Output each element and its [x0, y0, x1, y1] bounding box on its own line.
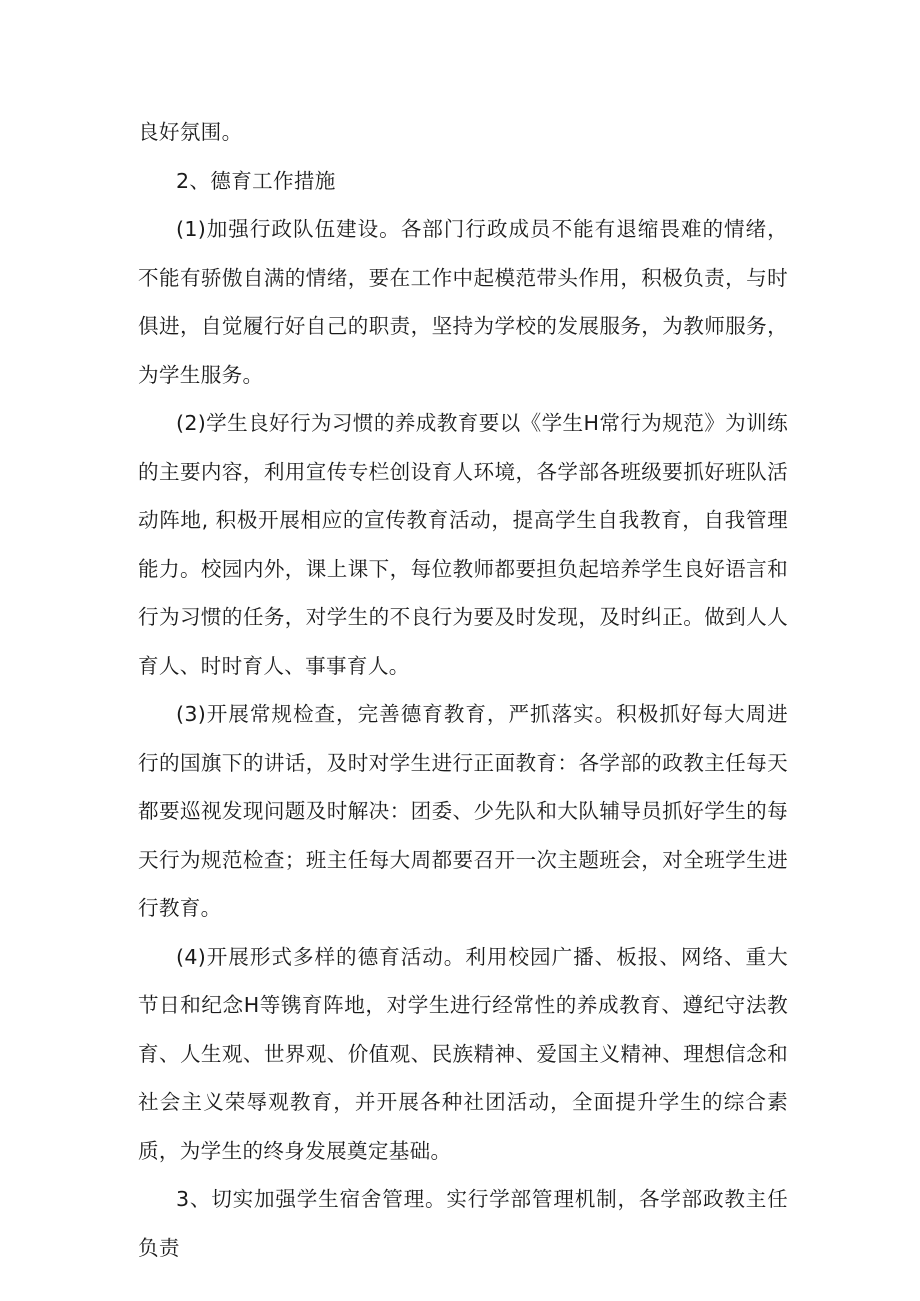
section-heading-dormitory: 3、切实加强学生宿舍管理。实行学部管理机制，各学部政教主任负责 — [138, 1187, 788, 1260]
document-body — [138, 108, 788, 1272]
paragraph-item-2: (2)学生良好行为习惯的养成教育要以《学生H常行为规范》为训练的主要内容，利用宣传专栏创设育人环境，各学部各班级要抓好班队活动阵地, 积极开展相应的宣传教育活动，提高学生自我教育，自我管理能力。校园内外，课上课下，每位教师都要担负起培养学生良好语言和行为习惯的任务，对学生的不良行为要及时发现，及时纠正。做到人人育人、时时育人、事事育人。 — [138, 411, 788, 678]
paragraph-item-1: (1)加强行政队伍建设。各部门行政成员不能有退缩畏难的情绪，不能有骄傲自满的情绪，要在工作中起模范带头作用，积极负责，与时俱进，自觉履行好自己的职责，坚持为学校的发展服务，为教师服务，为学生服务。 — [138, 217, 788, 387]
section-heading-moral-measures: 2、德育工作措施 — [176, 168, 336, 193]
paragraph-continuation: 良好氛围。 — [138, 120, 243, 144]
paragraph-item-3: (3)开展常规检查，完善德育教育，严抓落实。积极抓好每大周进行的国旗下的讲话，及时对学生进行正面教育：各学部的政教主任每天都要巡视发现问题及时解决：团委、少先队和大队辅导员抓好学生的每天行为规范检查；班主任每大周都要召开一次主题班会，对全班学生进行教育。 — [138, 702, 788, 920]
paragraph-item-4: (4)开展形式多样的德育活动。利用校园广播、板报、网络、重大节日和纪念H等镌育阵地，对学生进行经常性的养成教育、遵纪守法教育、人生观、世界观、价值观、民族精神、爱国主义精神、理想信念和社会主义荣辱观教育，并开展各种社团活动，全面提升学生的综合素质，为学生的终身发展奠定基础。 — [138, 944, 788, 1163]
